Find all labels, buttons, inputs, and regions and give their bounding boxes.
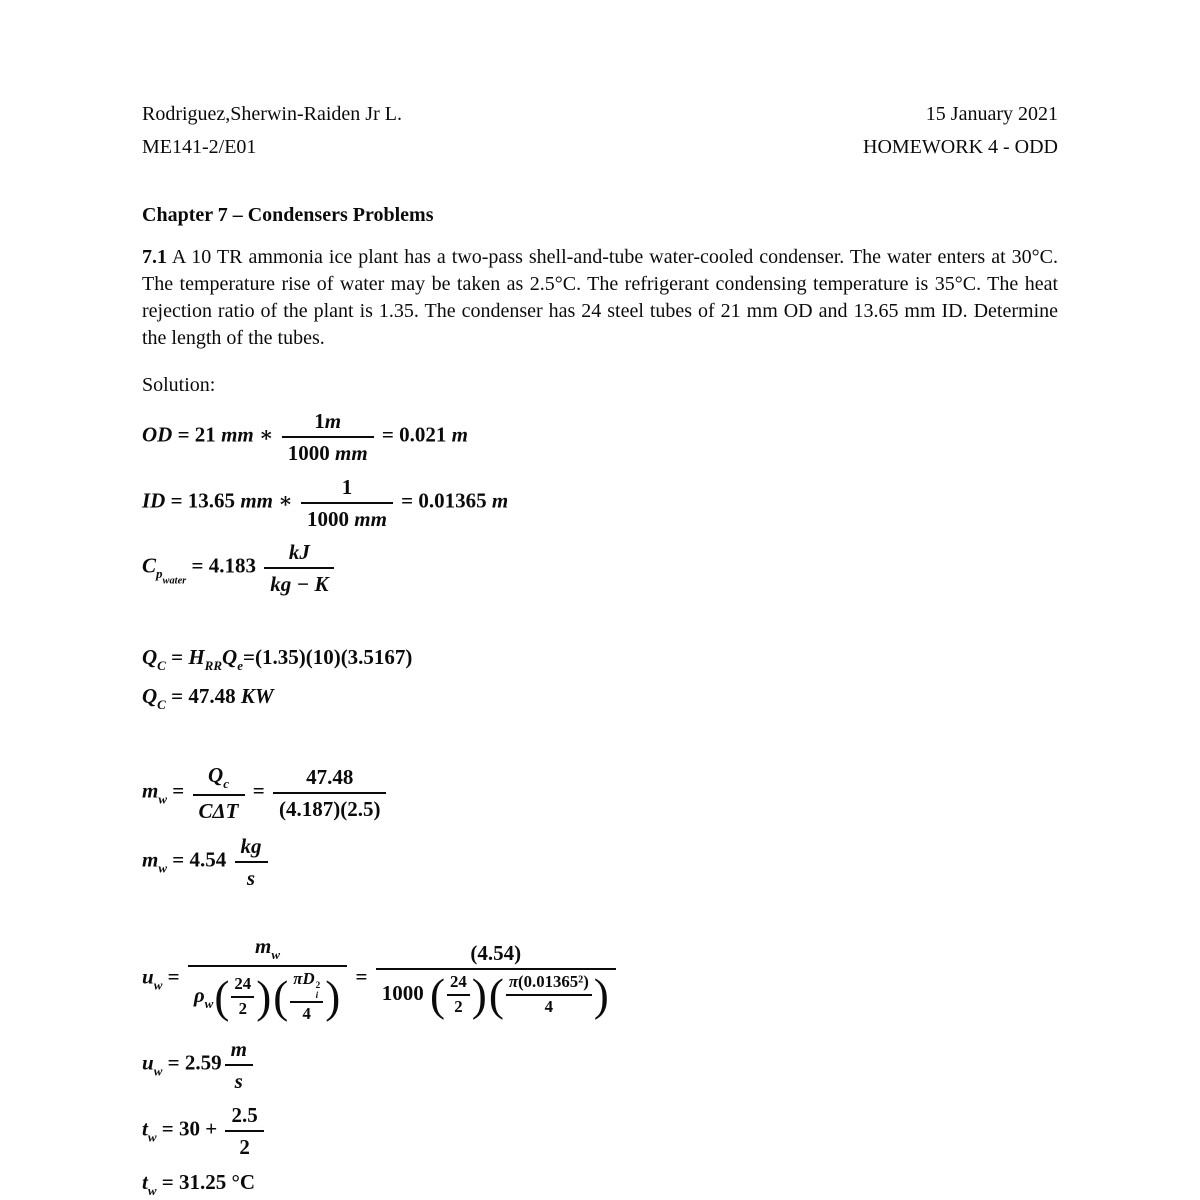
sup-sub-stack: 2 i bbox=[315, 979, 321, 1000]
math-text: 2 bbox=[239, 1134, 250, 1159]
math-text: = bbox=[350, 964, 373, 989]
math-text: 4 bbox=[544, 996, 554, 1016]
fraction bbox=[264, 538, 334, 598]
fraction bbox=[282, 407, 374, 467]
math-text: mm bbox=[335, 441, 368, 466]
subscript: C bbox=[157, 696, 166, 712]
fraction bbox=[301, 473, 393, 533]
math-text: ∗ bbox=[278, 488, 298, 513]
fraction bbox=[506, 972, 592, 1018]
math-text: 24 bbox=[231, 974, 254, 998]
math-text: 24 bbox=[447, 972, 470, 996]
math-text: H bbox=[188, 644, 205, 669]
fraction bbox=[225, 1101, 263, 1161]
problem-text: A 10 TR ammonia ice plant has a two-pass shell-and-tube water-cooled condenser. The water enters at 30°C. The temperature rise of water may be taken as 2.5°C. The refrigerant condensing temperature is 35°C. The heat rejection ratio of the plant is 1.35. The condenser has 24 steel tubes of 21 mm OD and 13.65 mm ID. Determine the length of the tubes. bbox=[142, 246, 1058, 349]
math-text: t bbox=[142, 1116, 148, 1141]
math-text: (4.187)(2.5) bbox=[278, 796, 381, 821]
math-text: 1 bbox=[341, 474, 353, 499]
equation-uw-1 bbox=[142, 932, 1058, 1026]
math-text: Q bbox=[142, 683, 158, 708]
document-header bbox=[142, 102, 1058, 160]
math-text: CΔT bbox=[198, 798, 239, 823]
problem-statement bbox=[142, 244, 1058, 352]
math-text: 2.5 bbox=[225, 1101, 263, 1132]
math-text: = bbox=[162, 964, 185, 989]
chapter-heading: Chapter 7 – Condensers Problems bbox=[142, 204, 434, 226]
fraction bbox=[273, 763, 386, 823]
math-text: (4.54) bbox=[376, 939, 616, 970]
math-text: s bbox=[246, 866, 256, 891]
math-text: kg − K bbox=[270, 572, 329, 597]
math-text: u bbox=[142, 964, 154, 989]
math-text: 47.48 bbox=[306, 764, 354, 789]
subscript: w bbox=[271, 946, 281, 962]
math-text: u bbox=[142, 1050, 154, 1075]
math-text: = bbox=[247, 778, 270, 803]
math-text: mm bbox=[354, 506, 387, 531]
date: 15 January 2021 bbox=[925, 103, 1058, 125]
math-text: π bbox=[508, 972, 519, 991]
math-text: Q bbox=[208, 762, 224, 787]
math-text: = bbox=[167, 778, 190, 803]
math-text: m bbox=[324, 409, 342, 433]
subscript: w bbox=[153, 1063, 163, 1079]
fraction bbox=[447, 972, 470, 1018]
subscript: w bbox=[158, 791, 168, 807]
fraction: $m_w$ $\rho_w$( $\frac{24}{2}$ )( πD 2 i 4 ) bbox=[188, 932, 347, 1026]
math-text: kg bbox=[240, 834, 262, 859]
math-text: m bbox=[255, 933, 272, 958]
subscript: RR bbox=[204, 657, 223, 673]
solution-label: Solution: bbox=[142, 374, 216, 396]
math-text: C bbox=[142, 553, 157, 578]
fraction bbox=[225, 1035, 253, 1095]
subscript: w bbox=[147, 1129, 157, 1145]
fraction bbox=[193, 761, 245, 824]
math-text: ρ bbox=[193, 982, 205, 1007]
math-text: = 4.54 bbox=[167, 847, 232, 872]
math-text: OD bbox=[142, 422, 178, 447]
equation-od bbox=[142, 407, 1058, 467]
math-text: m bbox=[451, 422, 468, 447]
subscript: w bbox=[153, 977, 163, 993]
math-text: πD bbox=[293, 968, 315, 988]
equation-tw-1 bbox=[142, 1101, 1058, 1161]
math-text: t bbox=[142, 1170, 148, 1195]
math-text: = 0.021 bbox=[376, 422, 452, 447]
math-text: 2 bbox=[238, 998, 247, 1018]
math-text: m bbox=[142, 778, 159, 803]
math-text: mm bbox=[221, 422, 259, 447]
math-text: =(1.35)(10)(3.5167) bbox=[243, 644, 413, 669]
subscript: w bbox=[204, 995, 214, 1011]
math-text: 1000 bbox=[381, 980, 429, 1005]
subscript: c bbox=[223, 775, 229, 791]
math-text: 1 bbox=[314, 409, 325, 433]
math-text: 1000 bbox=[287, 441, 335, 466]
math-text: ID bbox=[142, 488, 171, 513]
equation-mw-2 bbox=[142, 832, 1058, 892]
subscript: w bbox=[158, 860, 168, 876]
math-text: m bbox=[230, 1037, 247, 1062]
math-text: = 0.01365 bbox=[395, 488, 492, 513]
math-text: 1000 bbox=[307, 506, 355, 531]
fraction bbox=[290, 969, 323, 1025]
equation-tw-2 bbox=[142, 1169, 1058, 1199]
equation-mw-1 bbox=[142, 761, 1058, 824]
math-text: = 30 + bbox=[156, 1116, 223, 1141]
math-text: Q bbox=[222, 644, 238, 669]
equation-id bbox=[142, 473, 1058, 533]
math-text: = 4.183 bbox=[186, 553, 262, 578]
math-text: (0.01365²) bbox=[518, 972, 589, 991]
equation-cp-water bbox=[142, 538, 1058, 598]
math-text: Q bbox=[142, 644, 158, 669]
equation-qc-2 bbox=[142, 683, 1058, 713]
math-text: kJ bbox=[288, 540, 310, 564]
math-text: ∗ bbox=[258, 422, 279, 447]
math-text: = 47.48 bbox=[165, 683, 241, 708]
subscript: e bbox=[237, 657, 243, 673]
math-text: = 13.65 bbox=[170, 488, 241, 513]
math-text: = 31.25 °C bbox=[156, 1170, 256, 1195]
sub-subscript: water bbox=[162, 576, 187, 588]
homework-title: HOMEWORK 4 - ODD bbox=[863, 136, 1058, 158]
subscript: w bbox=[147, 1182, 157, 1198]
math-text: s bbox=[234, 1069, 243, 1094]
math-text: = bbox=[165, 644, 189, 669]
equation-qc-1 bbox=[142, 644, 1058, 674]
math-text: m bbox=[142, 847, 159, 872]
fraction bbox=[231, 974, 254, 1020]
math-text: = 2.59 bbox=[162, 1050, 222, 1075]
header-row-1 bbox=[142, 102, 1058, 127]
fraction bbox=[235, 832, 268, 892]
problem-number: 7.1 bbox=[142, 246, 167, 268]
math-text: 2 bbox=[454, 996, 463, 1016]
header-row-2 bbox=[142, 135, 1058, 160]
math-text: KW bbox=[240, 683, 274, 708]
math-text: 4 bbox=[302, 1004, 311, 1024]
equation-uw-2 bbox=[142, 1035, 1058, 1095]
subscript: pwater bbox=[156, 566, 187, 588]
math-text: m bbox=[491, 488, 509, 513]
math-text: = 21 bbox=[177, 422, 222, 447]
course-code: ME141-2/E01 bbox=[142, 136, 257, 158]
author-name: Rodriguez,Sherwin-Raiden Jr L. bbox=[142, 103, 402, 125]
math-text: mm bbox=[240, 488, 279, 513]
subscript: C bbox=[157, 657, 166, 673]
fraction: (4.54) 1000 ( $\frac{24}{2}$ )( $\frac{\text{π(0.01365²)}}{4}$ ) bbox=[376, 939, 616, 1018]
